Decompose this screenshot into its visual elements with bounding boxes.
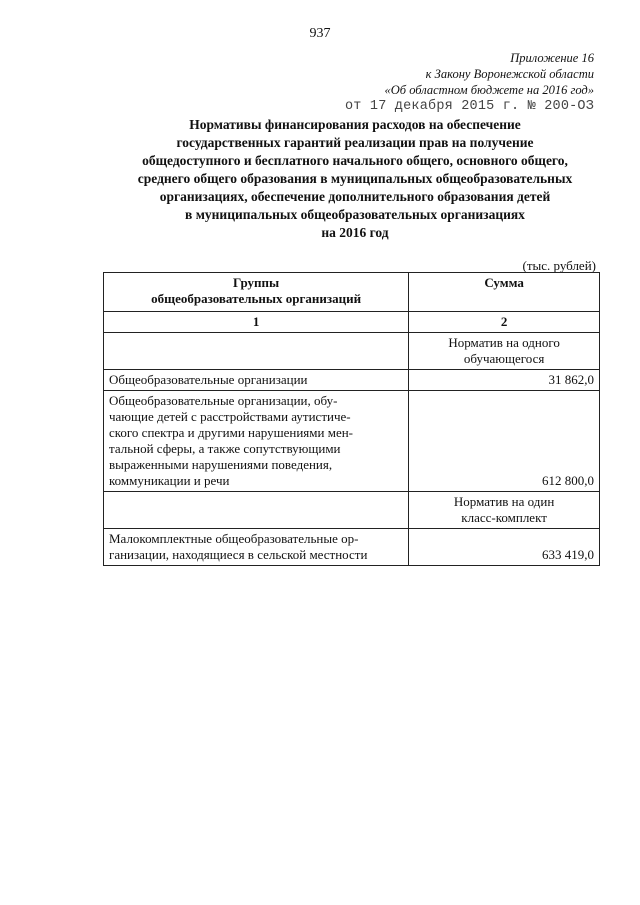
- appendix-reference: [385, 50, 594, 98]
- unit-label: (тыс. рублей): [522, 258, 596, 273]
- header-sum-cell: Сумма: [409, 273, 600, 312]
- title-line: среднего общего образования в муниципальных общеобразовательных: [137, 171, 573, 186]
- sum-value-cell: 633 419,0: [409, 529, 600, 566]
- law-date-stamp: от 17 декабря 2015 г. № 200-ОЗ: [345, 99, 595, 114]
- column-number: 1: [104, 312, 409, 333]
- note-text: Норматив на одного: [448, 335, 560, 350]
- group-text: выраженными нарушениями поведения,: [109, 457, 333, 472]
- table-header-row: [104, 273, 600, 312]
- note-text: обучающегося: [463, 351, 545, 366]
- appendix-line: Приложение 16: [510, 51, 594, 65]
- group-text: тальной сферы, а также сопутствующими: [109, 441, 341, 456]
- appendix-line: «Об областном бюджете на 2016 год»: [384, 83, 594, 97]
- normative-note-cell: [409, 333, 600, 370]
- column-number: 2: [409, 312, 600, 333]
- header-groups-cell: [104, 273, 409, 312]
- header-text: Группы: [233, 275, 280, 290]
- empty-cell: [104, 492, 409, 529]
- empty-cell: [104, 333, 409, 370]
- column-number-row: [104, 312, 600, 333]
- table-row: [104, 370, 600, 391]
- note-text: Норматив на один: [453, 494, 555, 509]
- group-text: ганизации, находящиеся в сельской местности: [109, 547, 368, 562]
- page-number: 937: [309, 26, 331, 41]
- appendix-line: к Закону Воронежской области: [425, 67, 594, 81]
- title-line: в муниципальных общеобразовательных организациях: [185, 207, 525, 222]
- group-text: чающие детей с расстройствами аутистиче-: [109, 409, 351, 424]
- normatives-table: [103, 272, 600, 566]
- document-title: [100, 116, 610, 242]
- group-text: Общеобразовательные организации: [109, 372, 308, 387]
- note-text: класс-комплект: [461, 510, 547, 525]
- group-text: Общеобразовательные организации, обу-: [109, 393, 338, 408]
- title-line: Нормативы финансирования расходов на обеспечение: [189, 117, 521, 132]
- group-text: ского спектра и другими нарушениями мен-: [109, 425, 354, 440]
- title-line: общедоступного и бесплатного начального общего, основного общего,: [142, 153, 568, 168]
- normative-note-cell: [409, 492, 600, 529]
- sum-value-cell: 31 862,0: [409, 370, 600, 391]
- title-line: государственных гарантий реализации прав на получение: [176, 135, 534, 150]
- table-row: [104, 529, 600, 566]
- title-line: организациях, обеспечение дополнительного образования детей: [159, 189, 551, 204]
- title-line: на 2016 год: [321, 225, 389, 240]
- table-row: [104, 492, 600, 529]
- table-row: [104, 391, 600, 492]
- sum-value-cell: 612 800,0: [409, 391, 600, 492]
- group-text: коммуникации и речи: [109, 473, 230, 488]
- group-name-cell: [104, 370, 409, 391]
- group-text: Малокомплектные общеобразовательные ор-: [109, 531, 359, 546]
- table-row: [104, 333, 600, 370]
- group-name-cell: [104, 529, 409, 566]
- group-name-cell: [104, 391, 409, 492]
- header-text: общеобразовательных организаций: [151, 291, 362, 306]
